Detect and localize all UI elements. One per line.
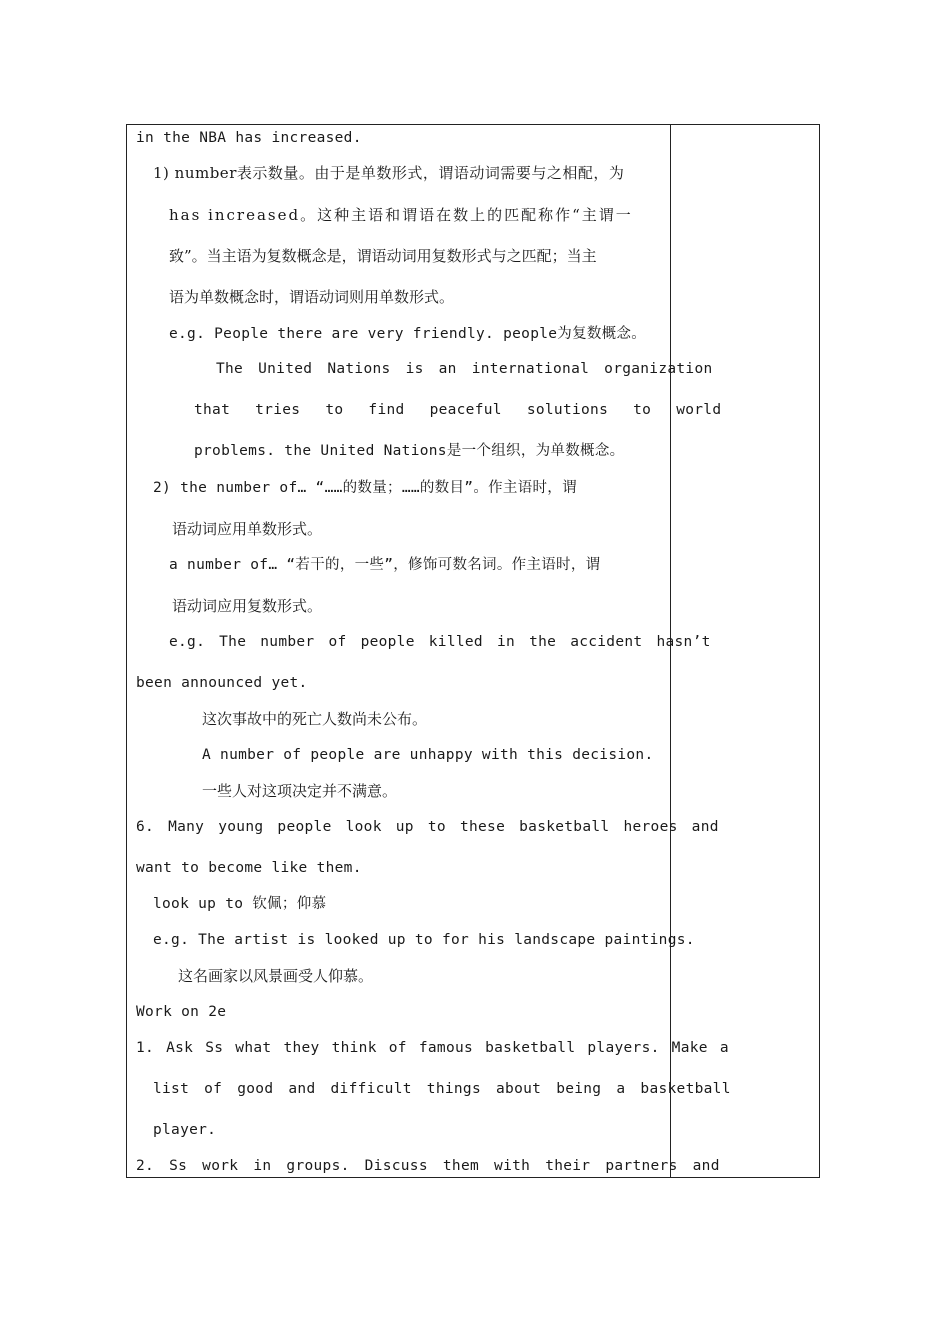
- text-line: in the NBA has increased.: [136, 130, 362, 146]
- text-line: e.g. The number of people killed in the accident hasn’t: [169, 634, 711, 650]
- text-line: 致”。当主语为复数概念是，谓语动词用复数形式与之匹配；当主: [169, 247, 597, 265]
- text-line: 语为单数概念时，谓语动词则用单数形式。: [169, 288, 455, 306]
- text-line: 2) the number of… “……的数量；……的数目”。作主语时，谓: [153, 480, 577, 496]
- text-line: The United Nations is an international organization: [216, 361, 713, 377]
- text-line: 1. Ask Ss what they think of famous basketball players. Make a: [136, 1040, 729, 1056]
- text-line: want to become like them.: [136, 860, 362, 876]
- text-line: that tries to find peaceful solutions to world: [194, 402, 722, 418]
- text-line: look up to 钦佩；仰慕: [153, 896, 327, 912]
- text-line: list of good and difficult things about being a basketball: [153, 1081, 731, 1097]
- text-line: 6. Many young people look up to these basketball heroes and: [136, 819, 719, 835]
- text-line: 一些人对这项决定并不满意。: [202, 782, 398, 800]
- text-line: e.g. People there are very friendly. people为复数概念。: [169, 326, 647, 342]
- text-line: 2. Ss work in groups. Discuss them with their partners and: [136, 1158, 720, 1174]
- text-line: been announced yet.: [136, 675, 308, 691]
- text-line: e.g. The artist is looked up to for his landscape paintings.: [153, 932, 695, 948]
- text-line: has increased。这种主语和谓语在数上的匹配称作“主谓一: [169, 206, 633, 224]
- text-line: 这次事故中的死亡人数尚未公布。: [202, 710, 428, 728]
- section-heading: Work on 2e: [136, 1004, 227, 1020]
- text-line: 这名画家以风景画受人仰慕。: [178, 967, 374, 985]
- text-line: a number of… “若干的，一些”，修饰可数名词。作主语时，谓: [169, 557, 601, 573]
- text-line: A number of people are unhappy with this decision.: [202, 747, 654, 763]
- text-line: 语动词应用单数形式。: [172, 520, 323, 538]
- text-line: 1) number表示数量。由于是单数形式，谓语动词需要与之相配，为: [153, 164, 625, 182]
- text-line: 语动词应用复数形式。: [172, 597, 323, 615]
- text-line: problems. the United Nations是一个组织，为单数概念。: [194, 443, 625, 459]
- text-line: player.: [153, 1122, 217, 1138]
